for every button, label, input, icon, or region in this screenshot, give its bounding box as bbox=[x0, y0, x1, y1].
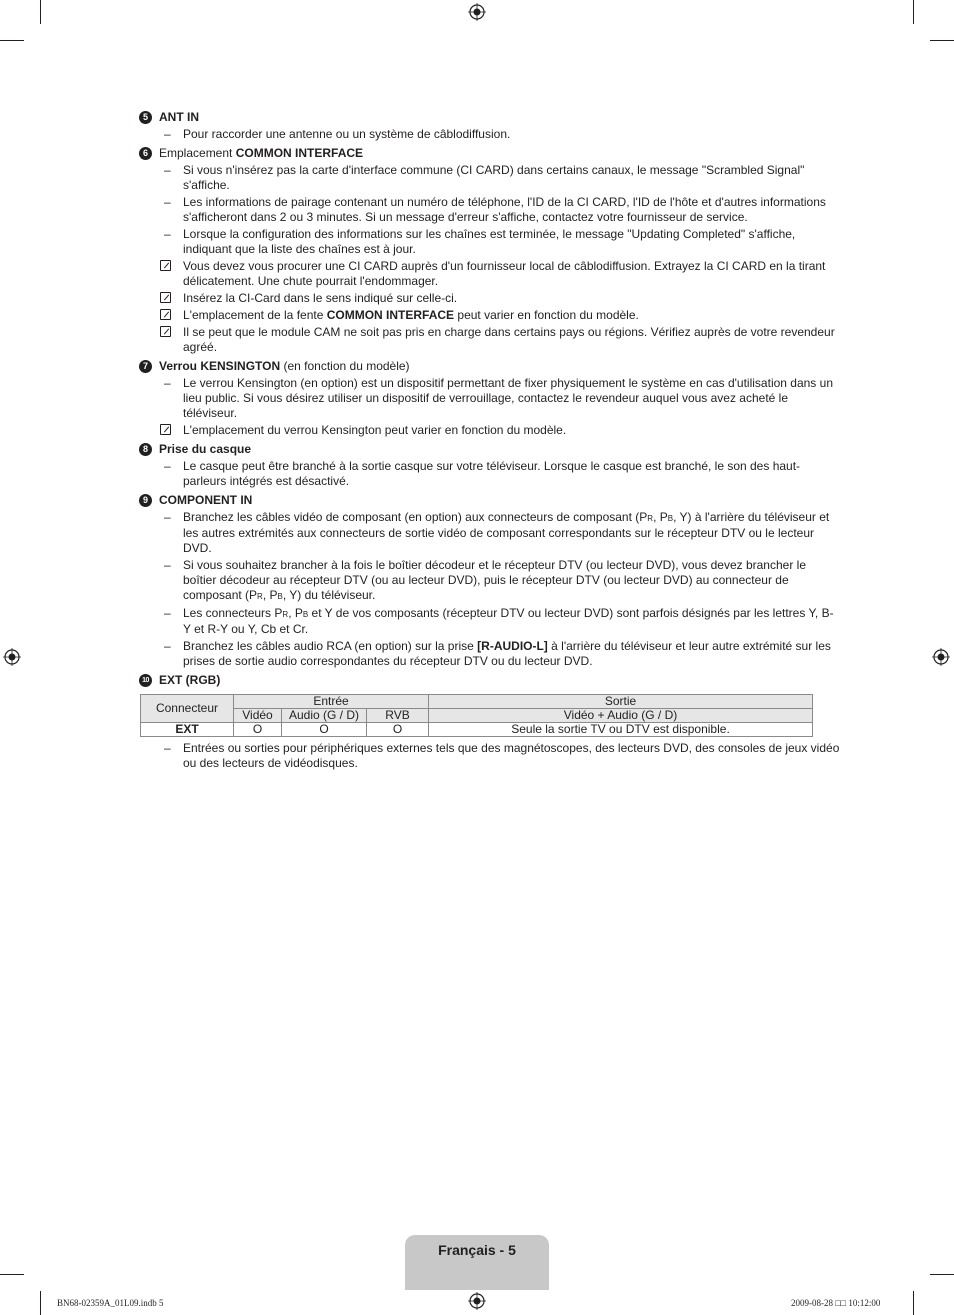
section-heading: Verrou KENSINGTON (en fonction du modèle) bbox=[159, 359, 410, 373]
file-info: BN68-02359A_01L09.indb 5 bbox=[57, 1298, 164, 1308]
note-icon bbox=[160, 260, 171, 271]
list-item: – Pour raccorder une antenne ou un système de câblodiffusion. bbox=[164, 127, 511, 141]
date-info: 2009-08-28 □□ 10:12:00 bbox=[791, 1298, 881, 1308]
table-cell: O bbox=[282, 723, 367, 737]
list-item: – Si vous souhaitez brancher à la fois le boîtier décodeur et le récepteur DTV (ou lecteur DVD), vous devez brancher le boîtier décodeur au récepteur DTV (ou au lecteur DVD), puis le récepteur DTV (ou lecteur DVD) au connecteur de composant (PR, PB, Y) du téléviseur. bbox=[164, 558, 806, 602]
registration-mark-icon bbox=[468, 1292, 486, 1310]
list-item: – Le casque peut être branché à la sortie casque sur votre téléviseur. Lorsque le casque est branché, le son des haut-parleurs intégrés est désactivé. bbox=[164, 459, 801, 488]
page-number-tab bbox=[405, 1235, 549, 1290]
crop-mark bbox=[913, 1291, 914, 1315]
note-icon bbox=[160, 326, 171, 337]
list-item: – Branchez les câbles vidéo de composant (en option) aux connecteurs de composant (PR, PB, Y) à l'arrière du téléviseur et les autres extrémités aux connecteurs de sortie vidéo de composant correspondants sur le récepteur DTV ou le lecteur DVD. bbox=[164, 510, 830, 555]
table-header-entree: Entrée bbox=[234, 695, 429, 709]
note-icon bbox=[160, 292, 171, 303]
section-ant-in bbox=[139, 110, 841, 142]
section-number-badge: 5 bbox=[139, 111, 152, 124]
ext-connector-table bbox=[140, 694, 813, 737]
table-header-video: Vidéo bbox=[234, 709, 282, 723]
section-number-badge: 6 bbox=[139, 147, 152, 160]
table-header-sortie-sub: Vidéo + Audio (G / D) bbox=[429, 709, 813, 723]
crop-mark bbox=[40, 1291, 41, 1315]
list-item: – Entrées ou sorties pour périphériques externes tels que des magnétoscopes, des lecteurs DVD, des consoles de jeux vidéo ou des lecteurs de vidéodisques. bbox=[164, 741, 840, 770]
note-icon bbox=[160, 309, 171, 320]
section-number-badge: 8 bbox=[139, 443, 152, 456]
section-kensington bbox=[139, 359, 841, 438]
section-number-badge: 10 bbox=[139, 674, 152, 687]
list-item: – Le verrou Kensington (en option) est un dispositif permettant de fixer physiquement le système en cas d'utilisation dans un lieu public. Si vous désirez utiliser un dispositif de verrouillage, contactez le revendeur auquel vous avez acheté le téléviseur. bbox=[164, 376, 833, 420]
list-item: – Lorsque la configuration des informations sur les chaînes est terminée, le message "Updating Completed" s'affiche, indiquant que la liste des chaînes est à jour. bbox=[164, 227, 796, 256]
note-item: Il se peut que le module CAM ne soit pas pris en charge dans certains pays ou régions. Vérifiez auprès de votre revendeur agréé. bbox=[139, 325, 841, 355]
section-heading: Prise du casque bbox=[159, 442, 252, 456]
table-cell: Seule la sortie TV ou DTV est disponible. bbox=[429, 723, 813, 737]
table-row bbox=[141, 723, 813, 737]
registration-mark-icon bbox=[468, 3, 486, 21]
crop-mark bbox=[930, 1274, 954, 1275]
section-number-badge: 7 bbox=[139, 360, 152, 373]
crop-mark bbox=[40, 0, 41, 24]
section-heading: EXT (RGB) bbox=[159, 673, 221, 687]
note-item: Vous devez vous procurer une CI CARD auprès d'un fournisseur local de câblodiffusion. Extrayez la CI CARD en la tirant délicatement. Une chute pourrait l'endommager. bbox=[139, 259, 841, 289]
crop-mark bbox=[0, 1274, 24, 1275]
crop-mark bbox=[0, 40, 24, 41]
table-cell-ext: EXT bbox=[141, 723, 234, 737]
table-cell: O bbox=[234, 723, 282, 737]
table-cell: O bbox=[367, 723, 429, 737]
list-item: – Si vous n'insérez pas la carte d'interface commune (CI CARD) dans certains canaux, le message "Scrambled Signal" s'affiche. bbox=[164, 163, 805, 192]
section-heading: Emplacement COMMON INTERFACE bbox=[159, 146, 364, 160]
note-item: L'emplacement du verrou Kensington peut varier en fonction du modèle. bbox=[139, 423, 841, 438]
table-header-connecteur: Connecteur bbox=[141, 695, 234, 723]
registration-mark-icon bbox=[932, 648, 950, 666]
page-label: Français - 5 bbox=[438, 1242, 516, 1258]
section-headphone bbox=[139, 442, 841, 489]
note-icon bbox=[160, 424, 171, 435]
note-item: Insérez la CI-Card dans le sens indiqué sur celle-ci. bbox=[139, 291, 841, 306]
list-item: – Branchez les câbles audio RCA (en option) sur la prise [R-AUDIO-L] à l'arrière du téléviseur et leur autre extrémité sur les prises de sortie audio correspondantes du récepteur DTV ou du lecteur DVD. bbox=[164, 639, 831, 668]
section-heading: COMPONENT IN bbox=[159, 493, 253, 507]
list-item: – Les informations de pairage contenant un numéro de téléphone, l'ID de la CI CARD, l'ID de l'hôte et d'autres informations s'afficheront dans 2 ou 3 minutes. Si un message d'erreur s'affiche, contactez votre fournisseur de service. bbox=[164, 195, 826, 224]
table-header-audio: Audio (G / D) bbox=[282, 709, 367, 723]
table-header-sortie: Sortie bbox=[429, 695, 813, 709]
list-item: – Les connecteurs PR, PB et Y de vos composants (récepteur DTV ou lecteur DVD) sont parfois désignés par les lettres Y, B-Y et R-Y ou Y, Cb et Cr. bbox=[164, 606, 834, 636]
section-heading: ANT IN bbox=[159, 110, 199, 124]
section-number-badge: 9 bbox=[139, 494, 152, 507]
crop-mark bbox=[930, 40, 954, 41]
registration-mark-icon bbox=[3, 648, 21, 666]
section-ext-rgb bbox=[139, 673, 841, 688]
crop-mark bbox=[913, 0, 914, 24]
table-header-rvb: RVB bbox=[367, 709, 429, 723]
note-item: L'emplacement de la fente COMMON INTERFACE peut varier en fonction du modèle. bbox=[139, 308, 841, 323]
manual-content bbox=[139, 110, 841, 771]
section-common-interface bbox=[139, 146, 841, 355]
section-component-in bbox=[139, 493, 841, 669]
